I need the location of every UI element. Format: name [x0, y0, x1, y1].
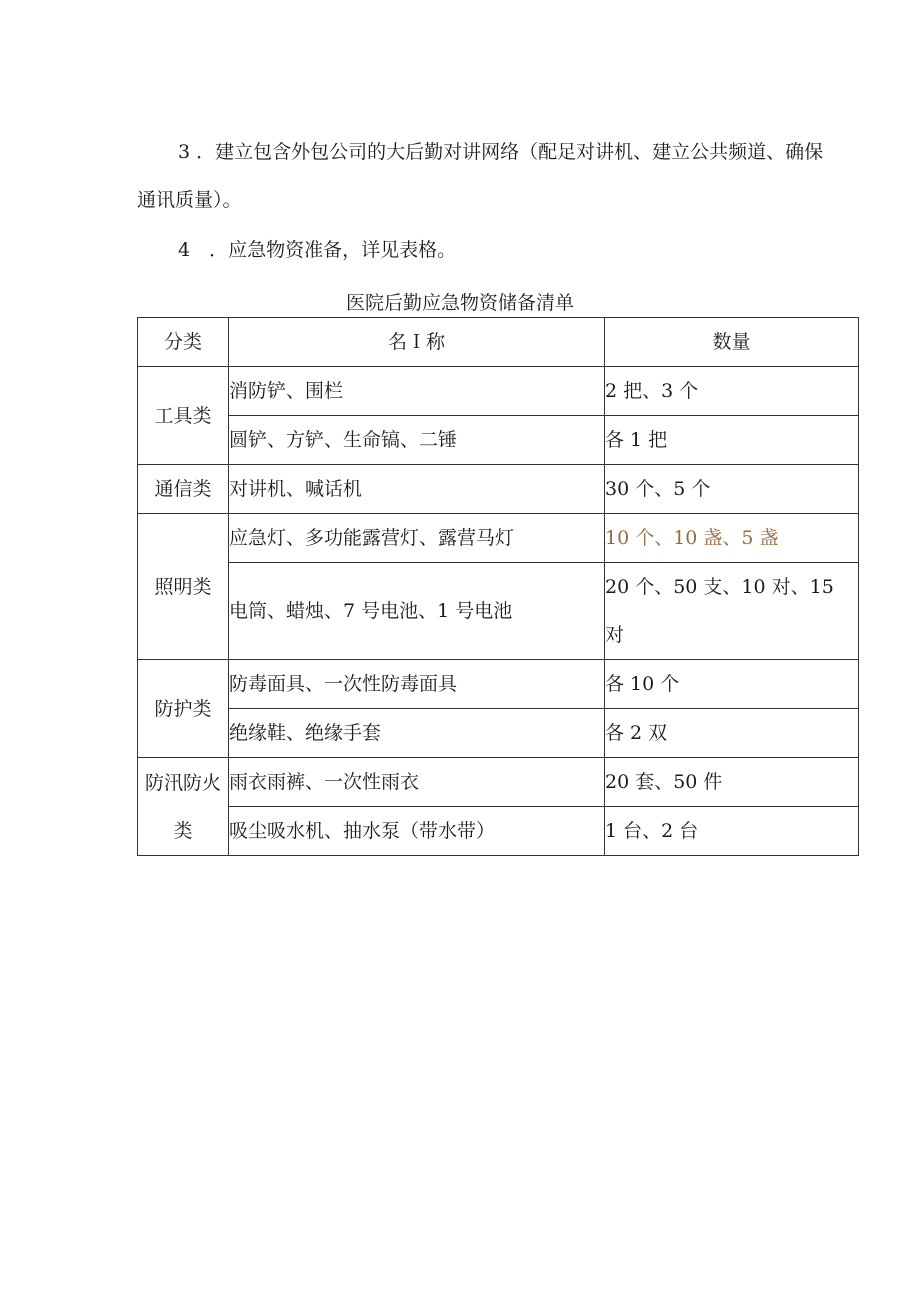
category-cell: 照明类	[138, 514, 229, 660]
paragraph-3-line-1: 3 ．建立包含外包公司的大后勤对讲网络（配足对讲机、建立公共频道、确保	[178, 141, 824, 163]
table-row	[138, 416, 859, 465]
table-row	[138, 758, 859, 807]
table-header-row	[138, 318, 859, 367]
quantity-cell: 1 台、2 台	[605, 807, 859, 856]
quantity-cell: 2 把、3 个	[605, 367, 859, 416]
table-row	[138, 514, 859, 563]
paragraph-4: 4 ．应急物资准备，详见表格。	[178, 239, 457, 261]
category-line-2: 类	[173, 819, 193, 842]
quantity-cell-highlighted: 10 个、10 盏、5 盏	[605, 514, 859, 563]
quantity-line-2: 对	[605, 624, 625, 646]
table-row	[138, 563, 859, 660]
category-line-1: 防汛防火	[144, 771, 221, 794]
table-row	[138, 660, 859, 709]
category-cell: 通信类	[138, 465, 229, 514]
category-cell: 工具类	[138, 367, 229, 465]
header-quantity: 数量	[605, 318, 859, 367]
item-name-cell: 防毒面具、一次性防毒面具	[229, 660, 605, 709]
quantity-cell: 20 套、50 件	[605, 758, 859, 807]
quantity-cell: 各 10 个	[605, 660, 859, 709]
item-name-cell: 吸尘吸水机、抽水泵（带水带）	[229, 807, 605, 856]
table-row	[138, 807, 859, 856]
quantity-cell: 各 1 把	[605, 416, 859, 465]
quantity-cell: 各 2 双	[605, 709, 859, 758]
category-cell	[138, 758, 229, 856]
header-category: 分类	[138, 318, 229, 367]
table-row	[138, 367, 859, 416]
category-cell: 防护类	[138, 660, 229, 758]
item-name-cell: 雨衣雨裤、一次性雨衣	[229, 758, 605, 807]
emergency-supplies-table	[137, 317, 859, 856]
table-row	[138, 709, 859, 758]
quantity-line-1: 20 个、50 支、10 对、15	[605, 576, 834, 598]
item-name-cell: 消防铲、围栏	[229, 367, 605, 416]
item-name-cell: 绝缘鞋、绝缘手套	[229, 709, 605, 758]
quantity-cell: 30 个、5 个	[605, 465, 859, 514]
item-name-cell: 圆铲、方铲、生命镐、二锤	[229, 416, 605, 465]
paragraph-3-line-2: 通讯质量）。	[137, 189, 242, 211]
table-title: 医院后勤应急物资储备清单	[345, 292, 574, 314]
quantity-cell	[605, 563, 859, 660]
header-name: 名Ｉ称	[229, 318, 605, 367]
table-row	[138, 465, 859, 514]
item-name-cell: 电筒、蜡烛、7 号电池、1 号电池	[229, 563, 605, 660]
item-name-cell: 应急灯、多功能露营灯、露营马灯	[229, 514, 605, 563]
item-name-cell: 对讲机、喊话机	[229, 465, 605, 514]
